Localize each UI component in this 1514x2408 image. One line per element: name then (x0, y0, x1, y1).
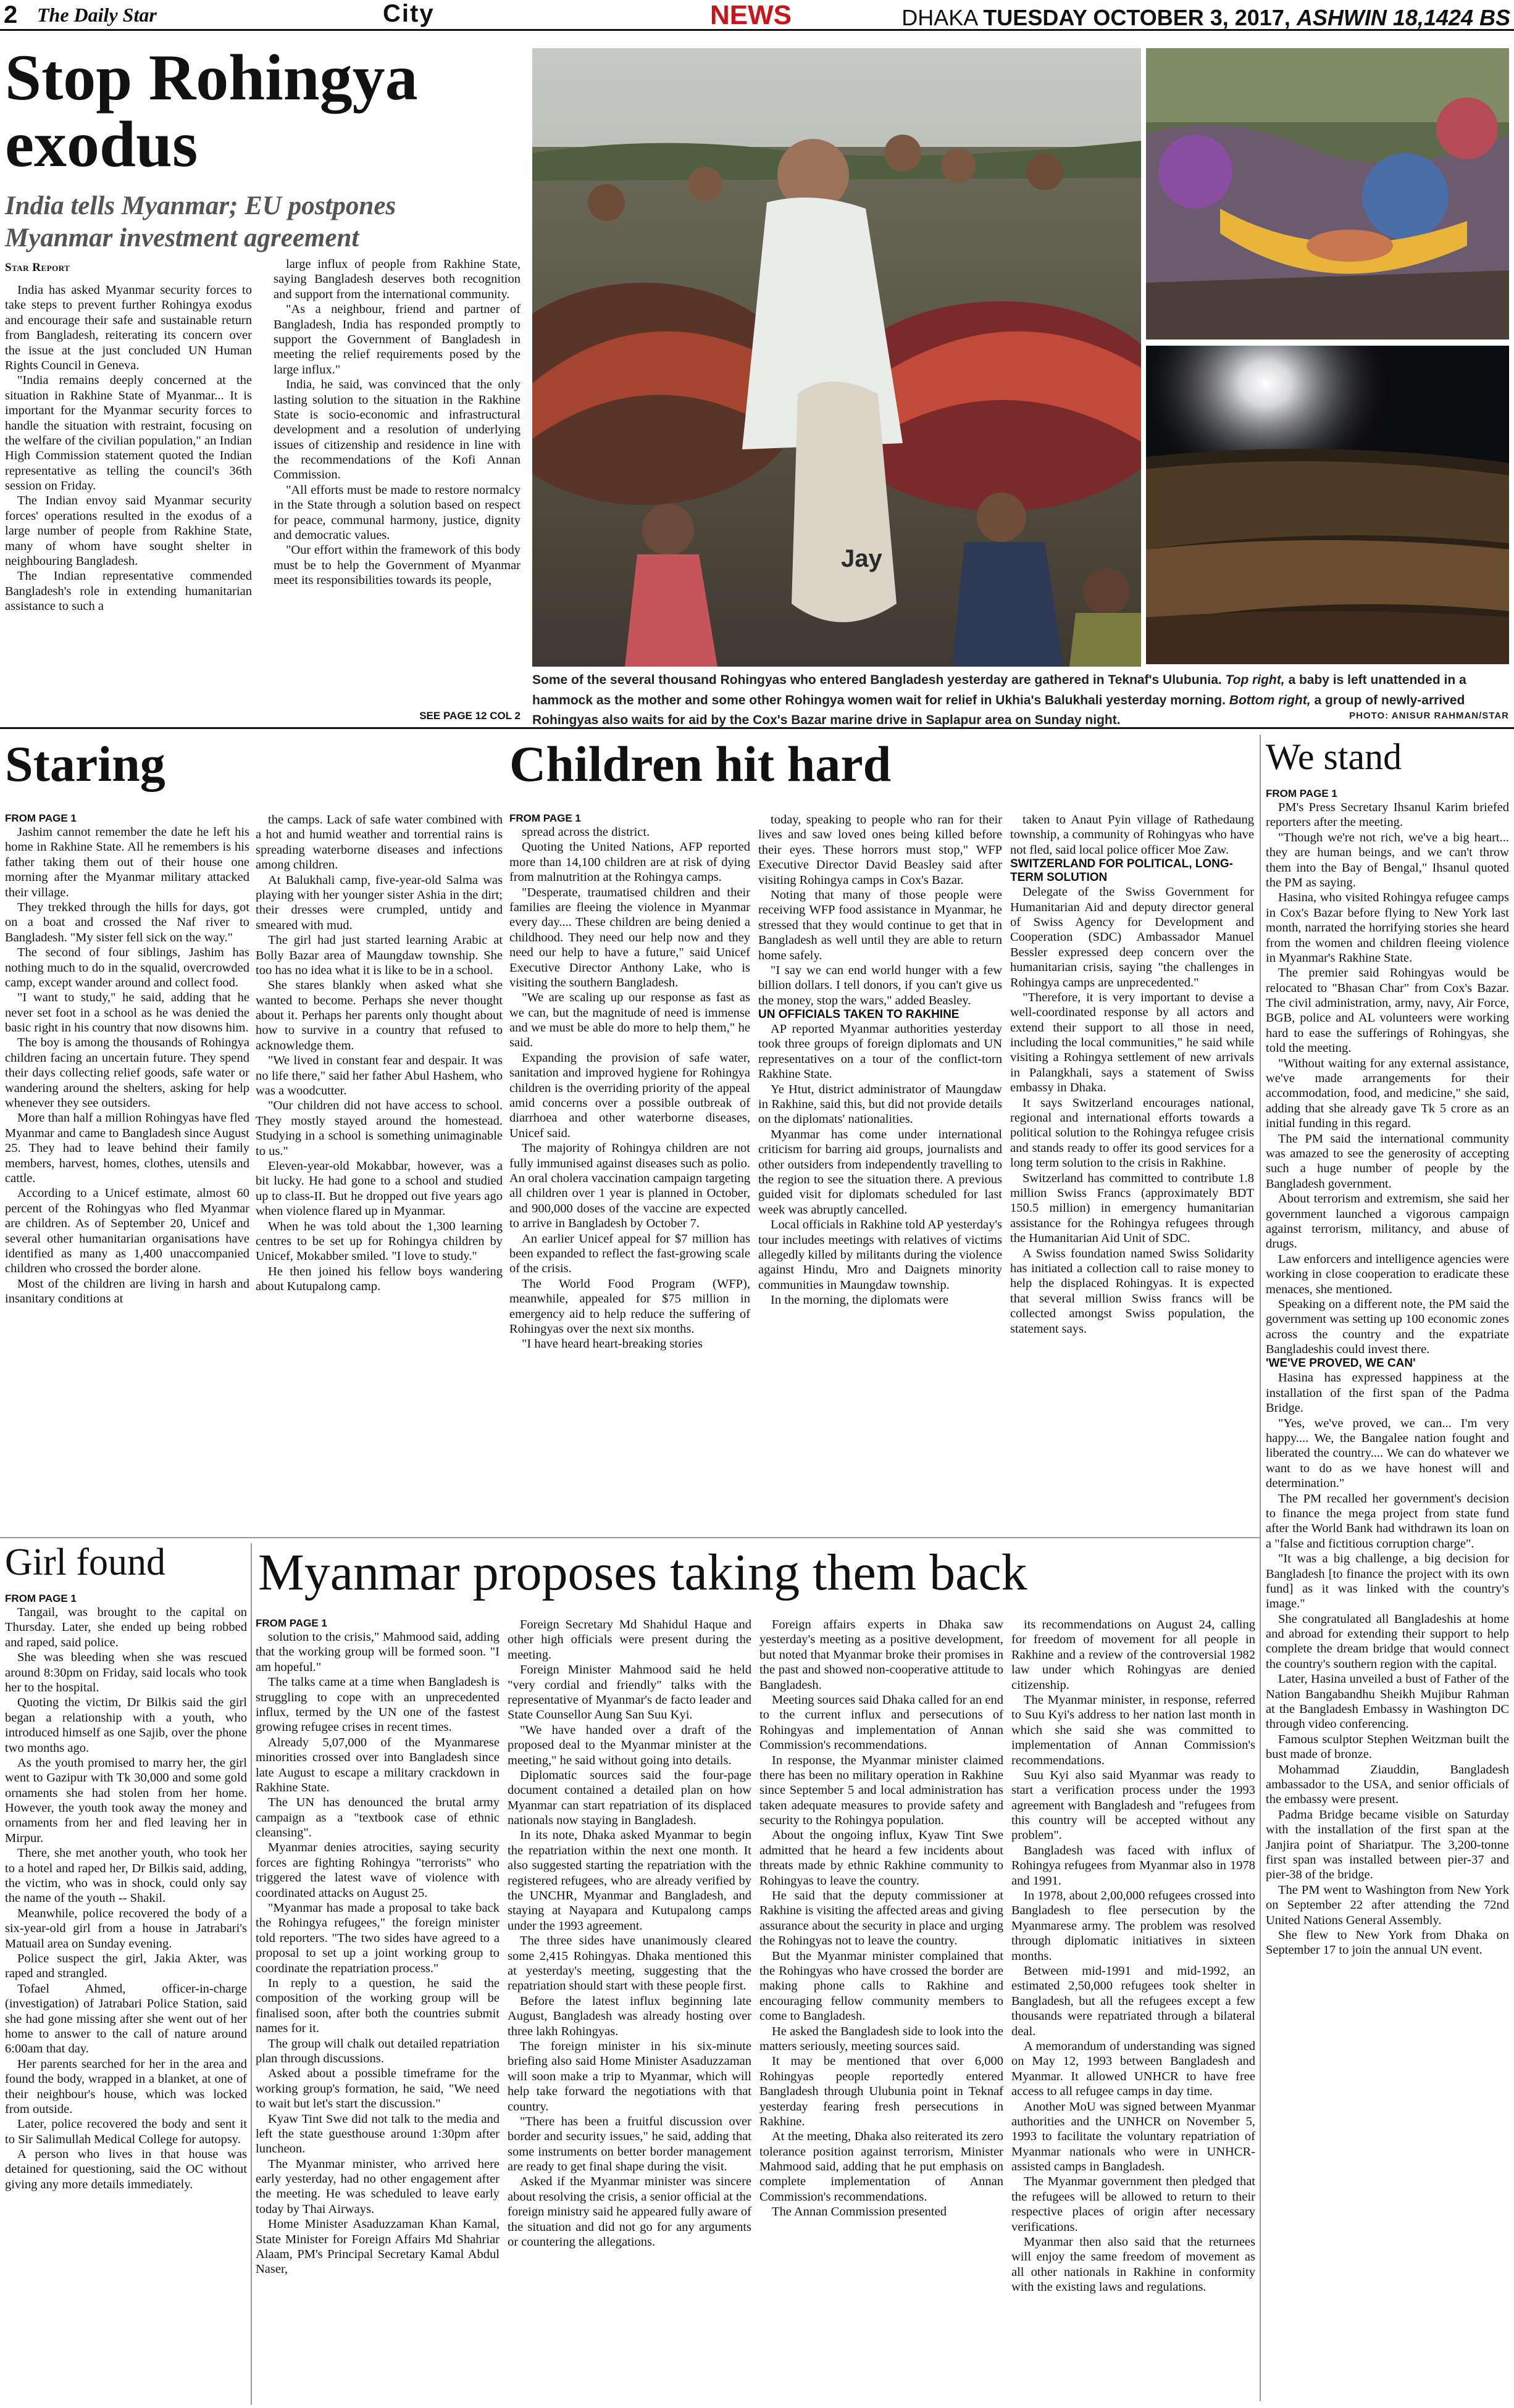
paragraph: its recommendations on August 24, calling for freedom of movement for all people in Rakhine and a review of the controversial 1982 law under which Rohingyas are denied citizenship. (1011, 1618, 1255, 1692)
from-page-label: FROM PAGE 1 (5, 1593, 77, 1604)
children-column-3 (1010, 812, 1254, 1544)
paragraph: She congratulated all Bangladeshis at home and abroad for extending their support to help complete the dream bridge that would connect the country's southern region with the capital. (1266, 1612, 1509, 1671)
paragraph: Foreign Secretary Md Shahidul Haque and other high officials were present during the meeting. (508, 1618, 751, 1662)
paragraph: But the Myanmar minister complained that the Rohingyas who have crossed the border are making phone calls to Rakhine and encouraging fellow community members to come to Bangladesh. (759, 1949, 1003, 2023)
paragraph: He then joined his fellow boys wandering about Kutupalong camp. (256, 1264, 503, 1294)
paragraph: In its note, Dhaka asked Myanmar to begin the repatriation within the next one month. It also suggested starting the repatriation with the registered refugees, who are already verified by the UNCHR, Myanmar and Bangladesh, and staying at Nayapara and Kutupalong camps under the 1993 agreement. (508, 1828, 751, 1933)
paragraph: The UN has denounced the brutal army campaign as a "textbook case of ethnic cleansing". (256, 1796, 500, 1840)
paragraph: Later, police recovered the body and sent it to Sir Salimullah Medical College for autopsy. (5, 2117, 247, 2146)
paragraph: Before the latest influx beginning late August, Bangladesh was already hosting over three lakh Rohingyas. (508, 1994, 751, 2038)
paragraph: "Without waiting for any external assistance, we've made arrangements for their accommodation, food, and medicine," she said, adding that she already gave Tk 5 crore as an initial funding in this regard. (1266, 1056, 1509, 1131)
paragraph: The majority of Rohingya children are not fully immunised against diseases such as polio. An oral cholera vaccination campaign targeting all children over 1 year is planned in October, and 900,000 doses of the vaccine are expected to arrive in Bangladesh by October 7. (509, 1141, 750, 1231)
paragraph: Myanmar has come under international criticism for barring aid groups, journalists and other outsiders from independently travelling to the region to see the situation there. A previous guided visit for diplomats scheduled for last week was abruptly cancelled. (758, 1127, 1002, 1217)
paragraph: "I say we can end world hunger with a few billion dollars. I tell donors, if you can't give us the money, stop the wars," added Beasley. (758, 963, 1002, 1007)
bottom-right-photo (1146, 346, 1509, 664)
paragraph: The World Food Program (WFP), meanwhile, appealed for $75 million in emergency aid to help reduce the suffering of Rohingyas over the next six months. (509, 1277, 750, 1336)
westand-column (1266, 788, 1509, 2405)
paragraph: Already 5,07,000 of the Myanmarese minorities crossed over into Bangladesh since late August to escape a military crackdown in Rakhine State. (256, 1735, 500, 1794)
paragraph: "I want to study," he said, adding that he never set foot in a school as he was denied the basic right in his country that now disowns him. (5, 991, 249, 1035)
paragraph: There, she met another youth, who took her to a hotel and raped her, Dr Bilkis said, adding, the victim, who was in shock, could only say the name of the youth -- Shakil. (5, 1846, 247, 1906)
paragraph: Quoting the United Nations, AFP reported more than 14,100 children are at risk of dying from malnutrition at the Rohingya camps. (509, 840, 750, 885)
paragraph: A Swiss foundation named Swiss Solidarity has initiated a collection call to raise money to help the displaced Rohingyas. It is expected that several million Swiss francs will be collected amongst Swiss population, the statement says. (1010, 1246, 1254, 1336)
paragraph: Quoting the victim, Dr Bilkis said the girl began a relationship with a youth, who introduced himself as one Sajib, over the phone two months ago. (5, 1696, 247, 1755)
paragraph: Local officials in Rakhine told AP yesterday's tour includes meetings with relatives of victims allegedly killed by militants during the violence against Hindu, Mro and Daignets minority communities in Maungdaw township. (758, 1218, 1002, 1292)
page-number: 2 (4, 1, 18, 28)
subheading: 'WE'VE PROVED, WE CAN' (1266, 1357, 1416, 1370)
paragraph: The second of four siblings, Jashim has nothing much to do in the squalid, overcrowded camp, except wander around and collect food. (5, 946, 249, 989)
paragraph: "Our children did not have access to school. They mostly stayed around the homestead. Studying in a school is something unimaginable to us." (256, 1099, 503, 1158)
paragraph: He asked the Bangladesh side to look into the matters seriously, meeting sources said. (759, 2024, 1003, 2053)
paragraph: In 1978, about 2,00,000 refugees crossed into Bangladesh to flee persecution by the Myanmarese army. The problem was resolved through diplomatic initiatives in sixteen months. (1011, 1889, 1255, 1963)
paragraph: "Myanmar has made a proposal to take back the Rohingya refugees," the foreign minister told reporters. "The two sides have agreed to a proposal to set up a joint working group to coordinate the repatriation process." (256, 1901, 500, 1975)
myanmar-column-3 (759, 1617, 1003, 2405)
paragraph: According to a Unicef estimate, almost 60 percent of the Rohingyas who fled Myanmar are children. As of September 20, Unicef and several other humanitarian organisations have identified as many as 1,400 unaccompanied children who crossed the border alone. (5, 1186, 249, 1276)
paragraph: Foreign Minister Mahmood said he held "very cordial and friendly" talks with the representative of Myanmar's de facto leader and State Counsellor Aung San Suu Kyi. (508, 1663, 751, 1722)
page-header (0, 0, 1514, 31)
myanmar-column-1 (256, 1617, 500, 2405)
paragraph: The PM recalled her government's decision to finance the mega project from state fund after the World Bank had withdrawn its loan on a "false and fictitious corruption charge". (1266, 1491, 1509, 1551)
paragraph: Police suspect the girl, Jakia Akter, was raped and strangled. (5, 1951, 247, 1981)
paragraph: She stares blankly when asked what she wanted to become. Perhaps she never thought about it. Perhaps her parents only thought about how to survive in a country that refused to acknowledge them. (256, 978, 503, 1052)
top-right-photo (1146, 48, 1509, 340)
paragraph: "I have heard heart-breaking stories (522, 1337, 703, 1351)
paragraph: In the morning, the diplomats were (771, 1293, 949, 1307)
divider (1260, 735, 1261, 2401)
paragraph: "Our effort within the framework of this body must be to help the Government of Myanmar meet its responsibilities towards its people, (274, 543, 521, 588)
paragraph: Speaking on a different note, the PM said the government was setting up 100 economic zones across the country and the expatriate Bangladeshis could invest there. (1266, 1297, 1509, 1357)
paragraph: Suu Kyi also said Myanmar was ready to start a verification process under the 1993 agreement with Bangladesh and "refugees from this country will be accepted without any problem". (1011, 1768, 1255, 1843)
paragraph: Hasina, who visited Rohingya refugee camps in Cox's Bazar before flying to New York last month, narrated the horrifying stories she heard from the women and children fleeing violence in Myanmar's Rakhine State. (1266, 891, 1509, 965)
myanmar-column-2 (508, 1617, 751, 2405)
paragraph: "Yes, we've proved, we can... I'm very happy.... We, the Bangalee nation fought and liberated the country.... We can do whatever we want to do as we have honest will and determination." (1266, 1416, 1509, 1491)
lead-column-1 (5, 283, 252, 727)
paragraph: A person who lives in that house was detained for questioning, said the OC without giving any more details immediately. (5, 2148, 247, 2191)
section-tag: NEWS (710, 0, 792, 30)
paragraph: The Myanmar minister, in response, referred to Suu Kyi's address to her nation last month in which she said she was committed to implementation of Annan Commission's recommendations. (1011, 1693, 1255, 1767)
paragraph: Tangail, was brought to the capital on Thursday. Later, she ended up being robbed and raped, said police. (5, 1606, 247, 1649)
photo-credit: PHOTO: ANISUR RAHMAN/STAR (1349, 710, 1509, 722)
paragraph: Most of the children are living in harsh and insanitary conditions at (5, 1277, 249, 1306)
paragraph: Diplomatic sources said the four-page document contained a detailed plan on how Myanmar can start repatriation of its displaced nationals now staying in Bangladesh. (508, 1768, 751, 1828)
paragraph: "Therefore, it is very important to devise a well-coordinated response by all actors and extend their support to all those in need, including the local communities," he said while visiting a Rohingya settlement of new arrivals in Palangkhali, says a statement of Swiss embassy in Dhaka. (1010, 990, 1254, 1095)
divider (0, 1537, 1260, 1538)
bag-text: Jay (841, 545, 882, 572)
paragraph: Expanding the provision of safe water, sanitation and improved hygiene for Rohingya children is the overriding priority of the appeal amid concerns over a possible outbreak of diarrhoea and other waterborne diseases, Unicef said. (509, 1051, 750, 1140)
paragraph: He said that the deputy commissioner at Rakhine is visiting the affected areas and giving assurance about the security in place and urging the Rohingyas not to leave the country. (759, 1889, 1003, 1948)
paragraph: "We have handed over a draft of the proposed deal to the Myanmar minister at the meeting," he said without going into details. (508, 1723, 751, 1767)
paragraph: Jashim cannot remember the date he left his home in Rakhine State. All he remembers is his father taking them out of their house one morning after the Myanmar military attacked their village. (5, 825, 249, 899)
paragraph: The premier said Rohingyas would be relocated to "Bhasan Char" from Cox's Bazar. The civil administration, army, navy, Air Force, BGB, police and AL volunteers were working hard to ease the sufferings of Rohingyas, she told the meeting. (1266, 966, 1509, 1056)
paragraph: Law enforcers and intelligence agencies were working in close cooperation to eradicate these menaces, she mentioned. (1266, 1252, 1509, 1296)
paragraph: The PM went to Washington from New York on September 22 after attending the 72nd United Nations General Assembly. (1266, 1883, 1509, 1927)
from-page-label: FROM PAGE 1 (509, 812, 581, 824)
paragraph: It may be mentioned that over 6,000 Rohingyas people reportedly entered Bangladesh through Ulubunia point in Teknaf yesterday fearing fresh persecutions in Rakhine. (759, 2054, 1003, 2128)
paragraph: Another MoU was signed between Myanmar authorities and the UNHCR on November 5, 1993 to facilitate the voluntary repatriation of Myanmar nationals who were in UNHCR-assisted camps in Bangladesh. (1011, 2099, 1255, 2174)
paragraph: Between mid-1991 and mid-1992, an estimated 2,50,000 refugees took shelter in Bangladesh, but all the refugees except a few thousands were repatriated through a bilateral deal. (1011, 1964, 1255, 2038)
lead-headline: Stop Rohingya exodus (5, 41, 418, 181)
paragraph: The PM said the international community was amazed to see the generosity of accepting such a huge number of people by the Bangladesh government. (1266, 1131, 1509, 1191)
staring-column-2 (256, 812, 503, 1544)
paragraph: "It was a big challenge, a big decision for Bangladesh [to finance the project with its own fund] as it was linked with the country's image." (1266, 1552, 1509, 1611)
children-column-2 (758, 812, 1002, 1544)
paragraph: today, speaking to people who ran for their lives and saw loved ones being killed before their eyes. These horrors must stop," WFP Executive Director David Beasley said after visiting Rohingya camps in Cox's Bazar. (758, 813, 1002, 887)
paragraph: About the ongoing influx, Kyaw Tint Swe admitted that he heard a few incidents about threats made by ethnic Rakhine community to Rohingyas to leave the country. (759, 1828, 1003, 1888)
paragraph: The girl had just started learning Arabic at Bolly Bazar area of Maungdaw township. She too has no idea what it is like to be in a school. (256, 933, 503, 977)
paragraph: Meeting sources said Dhaka called for an end to the current influx and persecutions of Rohingyas and implementation of Annan Commission's recommendations. (759, 1693, 1003, 1752)
paragraph: Later, Hasina unveiled a bust of Father of the Nation Bangabandhu Sheikh Mujibur Rahman at the Bangladesh Embassy in Washington DC through video conferencing. (1266, 1672, 1509, 1731)
paragraph: Padma Bridge became visible on Saturday with the installation of the first span at the Janjira point of Shariatpur. The 3,200-tonne first span was installed between pier-37 and pier-38 of the bridge. (1266, 1807, 1509, 1882)
paragraph: The talks came at a time when Bangladesh is struggling to cope with an unprecedented influx, termed by the UN one of the fastest growing refugee crises in recent times. (256, 1675, 500, 1735)
paragraph: Home Minister Asaduzzaman Khan Kamal, State Minister for Foreign Affairs Md Shahriar Alaam, PM's Principal Secretary Kamal Abdul Naser, (256, 2217, 500, 2277)
paragraph: "Though we're not rich, we've a big heart... they are human beings, and we can't throw them into the Bay of Bengal," Ihsanul quoted the PM as saying. (1266, 830, 1509, 889)
staring-column-1 (5, 812, 249, 1544)
paragraph: The boy is among the thousands of Rohingya children facing an uncertain future. They spend their days collecting relief goods, safe water or wandering around the shelters, asking for help whenever they see outsiders. (5, 1036, 249, 1110)
paragraph: Hasina has expressed happiness at the installation of the first span of the Padma Bridge. (1266, 1371, 1509, 1415)
paper-name: The Daily Star (37, 4, 157, 26)
paragraph: She was bleeding when she was rescued around 8:30pm on Friday, said locals who took her to the hospital. (5, 1651, 247, 1694)
lead-deck: India tells Myanmar; EU postpones Myanmar investment agreement (5, 191, 396, 252)
paragraph: The Indian envoy said Myanmar security forces' operations resulted in the exodus of a large number of people from Rakhine State, many of whom have sought shelter in neighbouring Bangladesh. (5, 494, 252, 569)
paragraph: A memorandum of understanding was signed on May 12, 1993 between Bangladesh and Myanmar. It allowed UNHCR to have free access to all refugee camps in day time. (1011, 2039, 1255, 2099)
paragraph: The Indian representative commended Bangladesh's role in extending humanitarian assistance to such a (5, 569, 252, 614)
subheading: UN OFFICIALS TAKEN TO RAKHINE (758, 1008, 960, 1022)
paragraph: large influx of people from Rakhine State, saying Bangladesh deserves both recognition and support from the international community. (274, 257, 521, 301)
paragraph: "Desperate, traumatised children and their families are fleeing the violence in Myanmar every day.... These children are being denied a childhood. They need our help now and they need our help to have a future," said Unicef Executive Director Anthony Lake, who is visiting the southern Bangladesh. (509, 885, 750, 989)
paragraph: taken to Anaut Pyin village of Rathedaung township, a community of Rohingyas who have not fled, said local police officer Moe Zaw. (1010, 813, 1254, 857)
paragraph: The Myanmar government then pledged that the refugees will be allowed to return to their respective places of origin after necessary verifications. (1011, 2175, 1255, 2234)
paragraph: India has asked Myanmar security forces to take steps to prevent further Rohingya exodus and encourage their safe and sustainable return from Bangladesh, reiterating its concern over the issue at the just concluded UN Human Rights Council in Geneva. (5, 283, 252, 372)
paragraph: Her parents searched for her in the area and found the body, wrapped in a blanket, at one of their neighbour's house, which was locked from outside. (5, 2057, 247, 2116)
paragraph: "There has been a fruitful discussion over border and security issues," he said, adding that some instruments on better border management are ready to get final shape during the visit. (508, 2114, 751, 2174)
paragraph: They trekked through the hills for days, got on a boat and crossed the Naf river to Bangladesh. "My sister fell sick on the way." (5, 900, 249, 944)
paragraph: Foreign affairs experts in Dhaka saw yesterday's meeting as a positive development, but noted that Myanmar broke their promises in the past and showed non-cooperative attitude to Bangladesh. (759, 1618, 1003, 1692)
paragraph: Myanmar denies atrocities, saying security forces are fighting Rohingya "terrorists" who triggered the latest wave of violence with coordinated attacks on August 25. (256, 1841, 500, 1900)
paragraph: "India remains deeply concerned at the situation in Rakhine State of Myanmar... It is important for the Myanmar security forces to handle the situation with restraint, focusing on the welfare of the civilian population," an Indian High Commission statement quoted the Indian representative as telling the council's 36th session on Friday. (5, 373, 252, 493)
paragraph: "We lived in constant fear and despair. It was no life there," said her father Abul Hashem, who was a woodcutter. (256, 1054, 503, 1098)
paragraph: PM's Press Secretary Ihsanul Karim briefed reporters after the meeting. (1266, 801, 1509, 830)
paragraph: Switzerland has committed to contribute 1.8 million Swiss Francs (approximately BDT 150.5 million) in emergency humanitarian assistance for the Rohingya refugees through the Humanitarian Aid Unit of SDC. (1010, 1171, 1254, 1246)
paragraph: The three sides have unanimously cleared some 2,415 Rohingyas. Dhaka mentioned this at yesterday's meeting, suggesting that the repatriation should start with these people first. (508, 1934, 751, 1993)
from-page-label: FROM PAGE 1 (1266, 788, 1337, 799)
paragraph: "We are scaling up our response as fast as we can, but the magnitude of need is immense and we must be able do more to help them," he said. (509, 991, 750, 1050)
divider (0, 727, 1514, 729)
paragraph: More than half a million Rohingyas have fled Myanmar and came to Bangladesh since August 25. They had to leave behind their family members, harvest, homes, clothes, utensils and cattle. (5, 1111, 249, 1185)
paragraph: India, he said, was convinced that the only lasting solution to the situation in the Rakhine State is socio-economic and infrastructural development and a resolution of underlying issues of citizenship and residence in line with the recommendations of the Kofi Annan Commission. (274, 378, 521, 482)
paragraph: Noting that many of those people were receiving WFP food assistance in Myanmar, he stressed that they would continue to get that in Bangladesh as well until they are able to return home safely. (758, 888, 1002, 962)
paragraph: At Balukhali camp, five-year-old Salma was playing with her younger sister Ashia in the dirt; their dresses were crumpled, untidy and smeared with mud. (256, 873, 503, 932)
main-photo (532, 48, 1141, 667)
paragraph: solution to the crisis," Mahmood said, adding that the working group will be formed soon. "I am hopeful." (256, 1630, 500, 1674)
paragraph: In response, the Myanmar minister claimed there has been no military operation in Rakhine since September 5 and local administration has taken adequate measures to provide safety and security to the Rohingya population. (759, 1753, 1003, 1828)
paragraph: About terrorism and extremism, she said her government launched a vigorous campaign against terrorism, militancy, and abuse of drugs. (1266, 1192, 1509, 1251)
paragraph: Meanwhile, police recovered the body of a six-year-old girl from a house in Jatrabari's Matuail area on Sunday evening. (5, 1906, 247, 1951)
paragraph: The group will chalk out detailed repatriation plan through discussions. (256, 2036, 500, 2065)
girl-column (5, 1593, 247, 2405)
paragraph: "As a neighbour, friend and partner of Bangladesh, India has responded promptly to support the Government of Bangladesh in meeting the relief requirements posed by the large influx." (274, 302, 521, 377)
girl-headline: Girl found (5, 1541, 166, 1583)
paragraph: At the meeting, Dhaka also reiterated its zero tolerance position against terrorism, Minister Mahmood said, adding that he put emphasis on complete implementation of Annan Commission's recommendations. (759, 2130, 1003, 2204)
paragraph: The Annan Commission presented (772, 2205, 947, 2219)
paragraph: The Myanmar minister, who arrived here early yesterday, had no other engagement after the meeting. He was scheduled to leave early today by Thai Airways. (256, 2157, 500, 2216)
paragraph: Famous sculptor Stephen Weitzman built the bust made of bronze. (1266, 1732, 1509, 1762)
lead-column-2 (274, 257, 521, 707)
paragraph: AP reported Myanmar authorities yesterday took three groups of foreign diplomats and UN representatives on a tour of the conflict-torn Rakhine State. (758, 1022, 1002, 1081)
myanmar-column-4 (1011, 1617, 1255, 2405)
paragraph: Ye Htut, district administrator of Maungdaw in Rakhine, said this, but did not provide details on the diplomats' nationalities. (758, 1082, 1002, 1127)
paragraph: Asked if the Myanmar minister was sincere about resolving the crisis, a senior official at the foreign ministry said he appeared fully aware of the situation and did not go for any arguments or countering the allegations. (508, 2175, 751, 2249)
paragraph: As the youth promised to marry her, the girl went to Gazipur with Tk 30,000 and some gold ornaments she had stolen from her home. However, the youth took away the money and ornaments from her and fled leaving her in Mirpur. (5, 1756, 247, 1845)
paragraph: The foreign minister in his six-minute briefing also said Home Minister Asaduzzaman will soon make a trip to Myanmar, which will help take forward the negotiations with that country. (508, 2039, 751, 2114)
paragraph: She flew to New York from Dhaka on September 17 to join the annual UN event. (1266, 1928, 1509, 1957)
children-headline: Children hit hard (509, 736, 892, 792)
paragraph: When he was told about the 1,300 learning centres to be set up for Rohingya children by Unicef, Mokabber smiled. "I love to study." (256, 1219, 503, 1264)
paragraph: "All efforts must be made to restore normalcy in the State through a solution based on respect for peace, communal harmony, justice, dignity and democratic values. (274, 483, 521, 543)
paragraph: Bangladesh was faced with influx of Rohingya refugees from Myanmar also in 1978 and 1991. (1011, 1843, 1255, 1888)
lead-byline: Star Report (5, 261, 70, 274)
staring-headline: Staring (5, 736, 165, 792)
paragraph: Asked about a possible timeframe for the working group's formation, he said, "We need to wait but let's start the discussion." (256, 2067, 500, 2111)
divider (251, 1543, 252, 2405)
from-page-label: FROM PAGE 1 (256, 1617, 327, 1629)
paragraph: spread across the district. (522, 825, 650, 839)
paragraph: Delegate of the Swiss Government for Humanitarian Aid and deputy director general of Swiss Agency for Development and Cooperation (SDC) Ambassador Manuel Bessler expressed deep concern over the humanitarian crisis, saying "the challenges in Rohingya camps are unprecedented." (1010, 885, 1254, 989)
paragraph: In reply to a question, he said the composition of the working group will be finalised soon, after both the countries submit names for it. (256, 1976, 500, 2036)
paragraph: An earlier Unicef appeal for $7 million has been expanded to reflect the fast-growing scale of the crisis. (509, 1231, 750, 1276)
westand-headline: We stand (1266, 736, 1402, 777)
paragraph: Kyaw Tint Swe did not talk to the media and left the state guesthouse around 1:30pm after luncheon. (256, 2112, 500, 2156)
dateline: DHAKA TUESDAY OCTOBER 3, 2017, ASHWIN 18,1424 BS (901, 5, 1510, 30)
paragraph: Eleven-year-old Mokabbar, however, was a bit lucky. He had gone to a school and studied up to class-II. But he dropped out five years ago when violence flared up in Myanmar. (256, 1159, 503, 1219)
subheading: SWITZERLAND FOR POLITICAL, LONG-TERM SOLUTION (1010, 857, 1233, 885)
paragraph: Myanmar then also said that the returnees will enjoy the same freedom of movement as all other nationals in Rakhine in conformity with the existing laws and regulations. (1011, 2235, 1255, 2294)
paragraph: Tofael Ahmed, officer-in-charge (investigation) of Jatrabari Police Station, said she had gone missing after she went out of her home to answer to the call of nature around 6:00am that day. (5, 1981, 247, 2056)
paragraph: the camps. Lack of safe water combined with a hot and humid weather and torrential rains is spreading waterborne diseases and infections among children. (256, 813, 503, 872)
paragraph: It says Switzerland encourages national, regional and international efforts towards a political solution to the Rohingya refugee crisis and stands ready to offer its good services for a long term solution to the crisis in Rakhine. (1010, 1096, 1254, 1170)
photo-caption: Some of the several thousand Rohingyas who entered Bangladesh yesterday are gathered in Teknaf's Ulubunia. Top right, a baby is left unattended in a hammock as the mother and some other Rohingya women wait for relief in Ukhia's Balukhali yesterday morning. Bottom right, a group of newly-arrived Rohingyas also waits for aid by the Cox's Bazar marine drive in Saplapur area on Sunday night. PHOTO: ANISUR RAHMAN/STAR (532, 673, 1509, 728)
myanmar-headline: Myanmar proposes taking them back (258, 1544, 1027, 1601)
paragraph: Mohammad Ziauddin, Bangladesh ambassador to the USA, and senior officials of the embassy were present. (1266, 1762, 1509, 1807)
children-column-1 (509, 812, 750, 1544)
lead-jump: SEE PAGE 12 COL 2 (419, 710, 521, 722)
section-name: City (383, 0, 435, 27)
from-page-label: FROM PAGE 1 (5, 812, 77, 824)
